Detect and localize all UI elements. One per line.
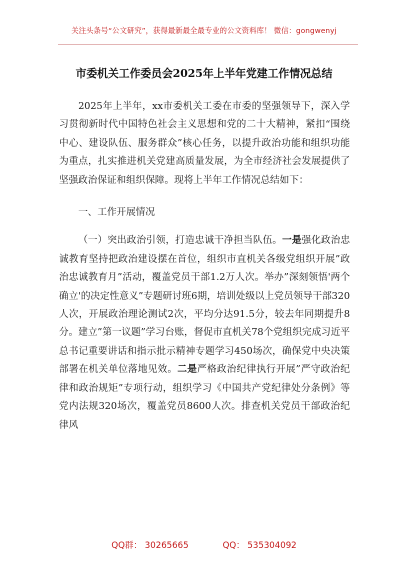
point-marker-2: 二是 [177, 364, 198, 376]
banner-divider [58, 44, 358, 45]
document-body [59, 98, 350, 435]
contact-footer [0, 539, 408, 551]
section-paragraph [59, 232, 350, 434]
point-marker-1: 一是 [282, 235, 302, 247]
document-title: 市委机关工作委员会2025年上半年党建工作情况总结 [75, 67, 333, 80]
section-heading: 一、工作开展情况 [78, 207, 155, 219]
point-text-1: 强化政治忠诚教育坚持把政治建设摆在首位，组织市直机关各级党组织开展”政治忠诚教育月”活动，覆盖党员干部1.2万人次。举办”深刻领悟'两个确立'的决定性意义”专题研讨班6期，培训处级以上党员领导干部320人次，开展政治理论测试2次，平均分达91.5分，较去年同期提升8分。建立”第一议题”学习台账，督促市直机关78个党组织完成习近平总书记重要讲话和指示批示精神专题学习450场次，确保党中央决策部署在机关单位落地见效。 [59, 235, 351, 376]
subsection-lead: （一）突出政治引领，打造忠诚干净担当队伍。 [78, 235, 283, 247]
point-text-2: 严格政治纪律执行开展”严守政治纪律和政治规矩”专项行动，组织学习《中国共产党纪律处分条例》等党内法规320场次，覆盖党员8600人次。排查机关党员干部政治纪律风 [59, 364, 351, 431]
promo-banner: 关注头条号“公文研究”，获得最新最全最专业的公文资料库！ 微信：gongwenyj [71, 26, 337, 35]
qq-group: QQ群： 30265665 [111, 541, 189, 551]
qq-contact: QQ： 535304092 [222, 541, 297, 551]
intro-paragraph: 2025年上半年，xx市委机关工委在市委的坚强领导下，深入学习贯彻新时代中国特色社会主义思想和党的二十大精神，紧扣“围绕中心、建设队伍、服务群众”核心任务，以提升政治功能和组织功能为重点，扎实推进机关党建高质量发展，为全市经济社会发展提供了坚强政治保证和组织保障。现将上半年工作情况总结如下： [59, 101, 350, 186]
